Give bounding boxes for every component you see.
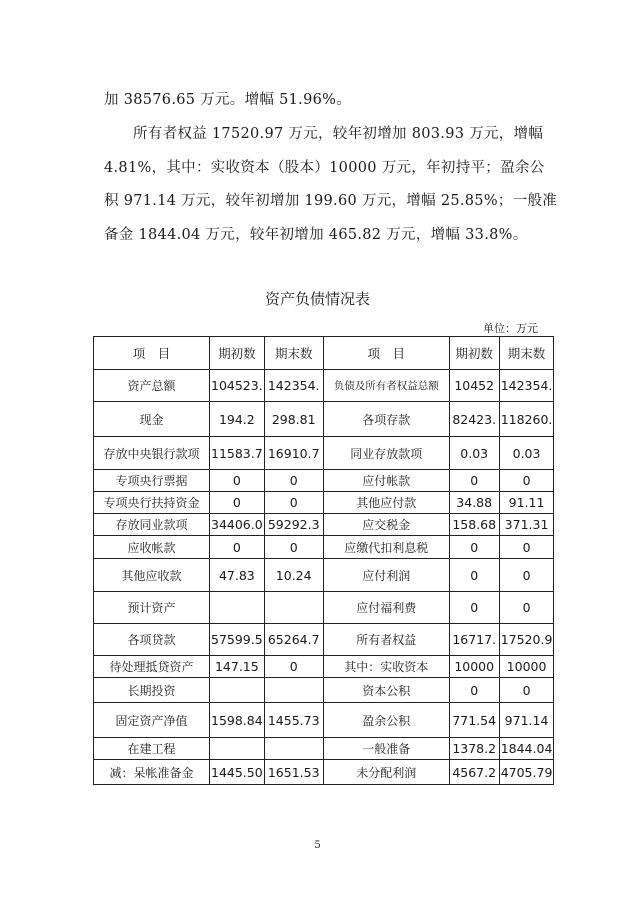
row-value: 1445.50 xyxy=(210,760,265,785)
row-value: 0 xyxy=(210,536,265,559)
row-value: 147.15 xyxy=(210,656,265,678)
row-value: 371.31 xyxy=(499,514,554,536)
header-closing-left: 期末数 xyxy=(264,337,323,370)
row-value: 0 xyxy=(499,592,554,624)
row-value: 17520.9 xyxy=(499,624,554,656)
header-item-right: 项 目 xyxy=(323,337,449,370)
table-unit: 单位：万元 xyxy=(483,322,538,335)
row-value: 0 xyxy=(449,592,499,624)
row-label: 预计资产 xyxy=(94,592,210,624)
row-value: 0 xyxy=(449,559,499,592)
row-value: 0 xyxy=(264,536,323,559)
table-row xyxy=(94,370,554,402)
header-item-left: 项 目 xyxy=(94,337,210,370)
row-value: 91.11 xyxy=(499,492,554,514)
row-value: 194.2 xyxy=(210,402,265,437)
row-value: 11583.7 xyxy=(210,437,265,470)
table-row xyxy=(94,536,554,559)
row-label: 应收帐款 xyxy=(94,536,210,559)
row-value: 1598.84 xyxy=(210,703,265,738)
row-value: 10452 xyxy=(449,370,499,402)
row-value: 16717. xyxy=(449,624,499,656)
row-label: 盈余公积 xyxy=(323,703,449,738)
row-value xyxy=(210,592,265,624)
header-opening-left: 期初数 xyxy=(210,337,265,370)
row-value: 1844.04 xyxy=(499,738,554,760)
table-caption: 资产负债情况表 xyxy=(264,290,370,308)
row-value: 82423. xyxy=(449,402,499,437)
row-value: 34406.0 xyxy=(210,514,265,536)
row-value: 118260. xyxy=(499,402,554,437)
row-value: 10000 xyxy=(449,656,499,678)
row-value: 0 xyxy=(499,559,554,592)
row-value: 0 xyxy=(449,470,499,492)
row-value: 0 xyxy=(210,492,265,514)
row-value: 0 xyxy=(264,656,323,678)
row-label: 其他应付款 xyxy=(323,492,449,514)
row-label: 应交税金 xyxy=(323,514,449,536)
row-label: 应付帐款 xyxy=(323,470,449,492)
row-label: 应缴代扣利息税 xyxy=(323,536,449,559)
row-label: 存放中央银行款项 xyxy=(94,437,210,470)
table-row xyxy=(94,492,554,514)
row-label: 固定资产净值 xyxy=(94,703,210,738)
row-label: 专项央行票据 xyxy=(94,470,210,492)
row-value: 0 xyxy=(264,470,323,492)
header-closing-right: 期末数 xyxy=(499,337,554,370)
table-row xyxy=(94,703,554,738)
row-label: 其他应收款 xyxy=(94,559,210,592)
row-value xyxy=(264,592,323,624)
row-value: 771.54 xyxy=(449,703,499,738)
table-row xyxy=(94,559,554,592)
row-value: 47.83 xyxy=(210,559,265,592)
row-value: 298.81 xyxy=(264,402,323,437)
table-row xyxy=(94,738,554,760)
table-row xyxy=(94,760,554,785)
row-value: 1651.53 xyxy=(264,760,323,785)
row-value: 59292.3 xyxy=(264,514,323,536)
table-row xyxy=(94,592,554,624)
row-label: 各项贷款 xyxy=(94,624,210,656)
header-opening-right: 期初数 xyxy=(449,337,499,370)
table-row xyxy=(94,656,554,678)
row-label: 各项存款 xyxy=(323,402,449,437)
row-value: 4567.2 xyxy=(449,760,499,785)
table-row xyxy=(94,678,554,703)
table-row xyxy=(94,402,554,437)
row-value: 971.14 xyxy=(499,703,554,738)
row-value: 0.03 xyxy=(449,437,499,470)
table-row xyxy=(94,624,554,656)
row-label: 其中：实收资本 xyxy=(323,656,449,678)
row-value xyxy=(264,738,323,760)
row-label: 在建工程 xyxy=(94,738,210,760)
row-label: 应付福利费 xyxy=(323,592,449,624)
row-value: 1455.73 xyxy=(264,703,323,738)
row-label: 资本公积 xyxy=(323,678,449,703)
table-header-row xyxy=(94,337,554,370)
row-label: 现金 xyxy=(94,402,210,437)
row-value: 10.24 xyxy=(264,559,323,592)
row-value: 0 xyxy=(499,678,554,703)
row-label: 待处理抵贷资产 xyxy=(94,656,210,678)
row-label: 资产总额 xyxy=(94,370,210,402)
row-value: 158.68 xyxy=(449,514,499,536)
row-value xyxy=(210,738,265,760)
row-value: 0.03 xyxy=(499,437,554,470)
table-row xyxy=(94,470,554,492)
row-value: 0 xyxy=(449,536,499,559)
row-value: 65264.7 xyxy=(264,624,323,656)
table-row xyxy=(94,514,554,536)
table-row xyxy=(94,437,554,470)
paragraph-continued: 加 38576.65 万元。增幅 51.96%。 xyxy=(104,92,352,108)
row-value: 34.88 xyxy=(449,492,499,514)
row-value: 142354. xyxy=(499,370,554,402)
row-label: 存放同业款项 xyxy=(94,514,210,536)
row-value: 0 xyxy=(499,536,554,559)
row-label: 应付利润 xyxy=(323,559,449,592)
page-number: 5 xyxy=(314,840,321,851)
row-value: 1378.2 xyxy=(449,738,499,760)
balance-sheet-table xyxy=(93,336,554,785)
row-value: 0 xyxy=(210,470,265,492)
row-value: 0 xyxy=(264,492,323,514)
row-value: 10000 xyxy=(499,656,554,678)
row-label: 所有者权益 xyxy=(323,624,449,656)
row-value: 142354. xyxy=(264,370,323,402)
row-value: 16910.7 xyxy=(264,437,323,470)
row-label: 未分配利润 xyxy=(323,760,449,785)
row-label: 专项央行扶持资金 xyxy=(94,492,210,514)
paragraph-equity: 所有者权益 17520.97 万元，较年初增加 803.93 万元，增幅 4.81%，其中：实收资本（股本）10000 万元，年初持平；盈余公积 971.14 万元，较年初增加 199.60 万元，增幅 25.85%；一般准备金 1844.04 万元，较年初增加 465.82 万元，增幅 33.8%。 xyxy=(104,126,558,243)
row-label: 长期投资 xyxy=(94,678,210,703)
row-value xyxy=(210,678,265,703)
row-value: 0 xyxy=(499,470,554,492)
row-value xyxy=(264,678,323,703)
row-value: 104523. xyxy=(210,370,265,402)
row-label: 减：呆帐准备金 xyxy=(94,760,210,785)
row-label: 一般准备 xyxy=(323,738,449,760)
row-label: 同业存放款项 xyxy=(323,437,449,470)
row-value: 0 xyxy=(449,678,499,703)
row-value: 57599.5 xyxy=(210,624,265,656)
row-value: 4705.79 xyxy=(499,760,554,785)
row-label: 负债及所有者权益总额 xyxy=(323,370,449,402)
table-body xyxy=(94,370,554,785)
